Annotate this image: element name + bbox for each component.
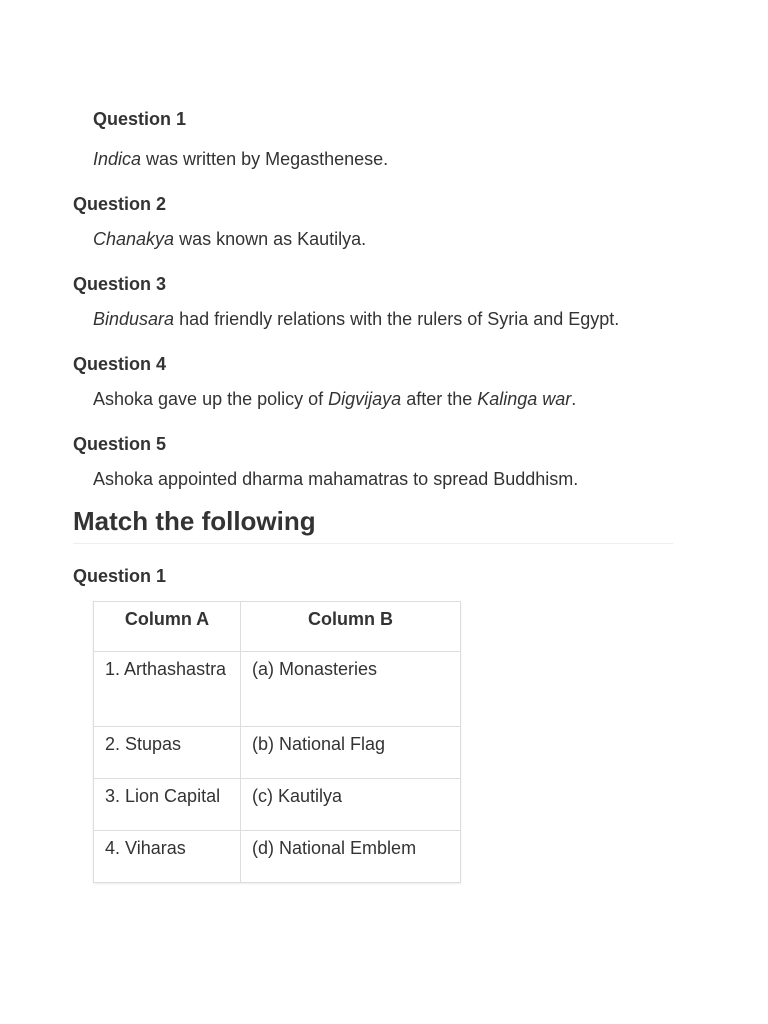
match-table (93, 601, 461, 883)
question-3-answer (93, 308, 619, 330)
match-question-1-title: Question 1 (73, 566, 167, 586)
answer-text: Ashoka appointed dharma mahamatras to spread Buddhism. (93, 469, 579, 489)
question-2-answer (93, 228, 366, 250)
answer-text: was known as Kautilya. (174, 229, 367, 249)
table-row (94, 831, 461, 883)
section-heading-match: Match the following (73, 504, 673, 544)
question-5-title: Question 5 (73, 434, 167, 454)
answer-text: Ashoka gave up the policy of (93, 389, 329, 409)
question-4-answer (93, 388, 576, 410)
column-b-cell: (b) National Flag (241, 727, 461, 779)
answer-italic: Indica (93, 149, 142, 169)
answer-italic: Digvijaya (328, 389, 402, 409)
answer-text: was written by Megasthenese. (141, 149, 389, 169)
question-4-title: Question 4 (73, 354, 167, 374)
column-b-cell: (a) Monasteries (241, 652, 461, 727)
table-row (94, 652, 461, 727)
answer-italic: Bindusara (93, 309, 175, 329)
answer-text: after the (401, 389, 478, 409)
column-b-cell: (d) National Emblem (241, 831, 461, 883)
column-a-header: Column A (94, 602, 241, 652)
question-3-title: Question 3 (73, 274, 167, 294)
question-1-answer (93, 148, 388, 170)
column-a-cell: 2. Stupas (94, 727, 241, 779)
column-a-cell: 4. Viharas (94, 831, 241, 883)
question-2-title: Question 2 (73, 194, 167, 214)
question-1-title: Question 1 (93, 109, 187, 129)
answer-text: had friendly relations with the rulers of Syria and Egypt. (174, 309, 620, 329)
column-b-cell: (c) Kautilya (241, 779, 461, 831)
column-b-header: Column B (241, 602, 461, 652)
table-row (94, 779, 461, 831)
answer-italic: Chanakya (93, 229, 175, 249)
table-row (94, 727, 461, 779)
table-header-row (94, 602, 461, 652)
question-5-answer (93, 468, 578, 490)
answer-text: . (571, 389, 577, 409)
column-a-cell: 3. Lion Capital (94, 779, 241, 831)
answer-italic: Kalinga war (477, 389, 572, 409)
column-a-cell: 1. Arthashastra (94, 652, 241, 727)
